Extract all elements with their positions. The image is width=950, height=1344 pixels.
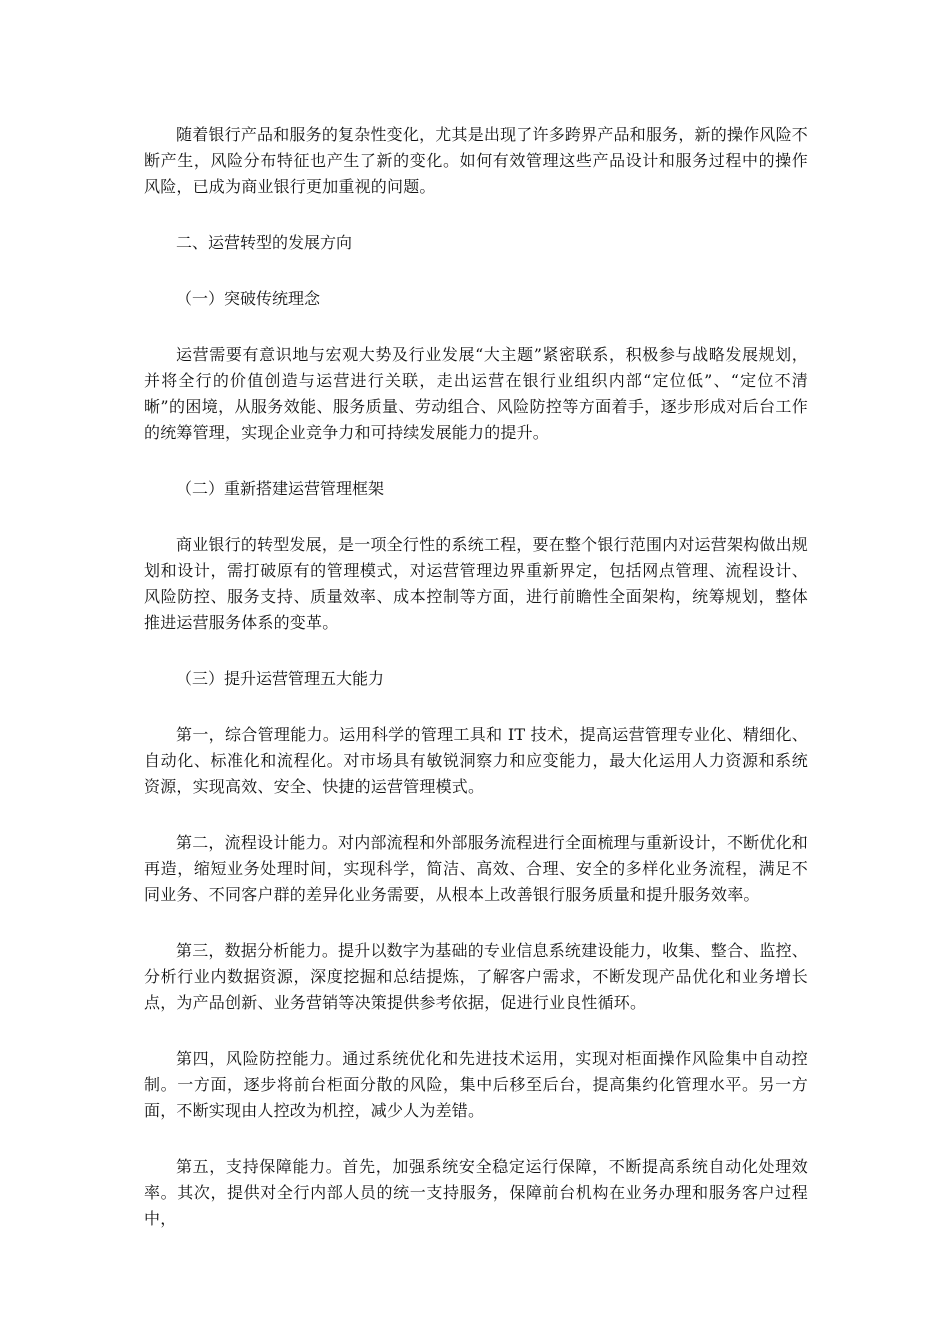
subsection-heading-1: （一）突破传统理念 [176,289,321,308]
spacer [144,1124,808,1154]
paragraph-capability-5: 第五，支持保障能力。首先，加强系统安全稳定运行保障，不断提高系统自动化处理效率。其次，提供对全行内部人员的统一支持服务，保障前台机构在业务办理和服务客户过程中， [144,1157,808,1228]
paragraph-capability-2: 第二，流程设计能力。对内部流程和外部服务流程进行全面梳理与重新设计，不断优化和再造，缩短业务处理时间，实现科学，简洁、高效、合理、安全的多样化业务流程，满足不同业务、不同客户群的差异化业务需要，从根本上改善银行服务质量和提升服务效率。 [144,833,808,904]
paragraph-capability-1: 第一，综合管理能力。运用科学的管理工具和 IT 技术，提高运营管理专业化、精细化、自动化、标准化和流程化。对市场具有敏锐洞察力和应变能力，最大化运用人力资源和系统资源，实现高效、安全、快捷的运营管理模式。 [144,725,808,796]
paragraph-capability-4: 第四，风险防控能力。通过系统优化和先进技术运用，实现对柜面操作风险集中自动控制。一方面，逐步将前台柜面分散的风险，集中后移至后台，提高集约化管理水平。另一方面，不断实现由人控改为机控，减少人为差错。 [144,1049,808,1120]
spacer [144,636,808,666]
spacer [144,256,808,286]
paragraph-framework: 商业银行的转型发展，是一项全行性的系统工程，要在整个银行范围内对运营架构做出规划和设计，需打破原有的管理模式，对运营管理边界重新界定，包括网点管理、流程设计、风险防控、服务支持、质量效率、成本控制等方面，进行前瞻性全面架构，统筹规划，整体推进运营服务体系的变革。 [144,535,808,632]
spacer [144,502,808,532]
spacer [144,692,808,722]
subsection-heading-2: （二）重新搭建运营管理框架 [176,479,385,498]
spacer [144,446,808,476]
paragraph-break-tradition: 运营需要有意识地与宏观大势及行业发展“大主题”紧密联系，积极参与战略发展规划，并将全行的价值创造与运营进行关联，走出运营在银行业组织内部“定位低”、“定位不清晰”的困境，从服务效能、服务质量、劳动组合、风险防控等方面着手，逐步形成对后台工作的统筹管理，实现企业竞争力和可持续发展能力的提升。 [144,345,808,442]
spacer [144,908,808,938]
spacer [144,800,808,830]
paragraph-capability-3: 第三，数据分析能力。提升以数字为基础的专业信息系统建设能力，收集、整合、监控、分析行业内数据资源，深度挖掘和总结提炼，了解客户需求，不断发现产品优化和业务增长点，为产品创新、业务营销等决策提供参考依据，促进行业良性循环。 [144,941,808,1012]
spacer [144,312,808,342]
document-body [144,122,808,1232]
section-heading: 二、运营转型的发展方向 [176,233,353,252]
subsection-heading-3: （三）提升运营管理五大能力 [176,669,385,688]
spacer [144,1016,808,1046]
paragraph-operational-risk: 随着银行产品和服务的复杂性变化，尤其是出现了许多跨界产品和服务，新的操作风险不断产生，风险分布特征也产生了新的变化。如何有效管理这些产品设计和服务过程中的操作风险，已成为商业银行更加重视的问题。 [144,125,808,196]
spacer [144,200,808,230]
